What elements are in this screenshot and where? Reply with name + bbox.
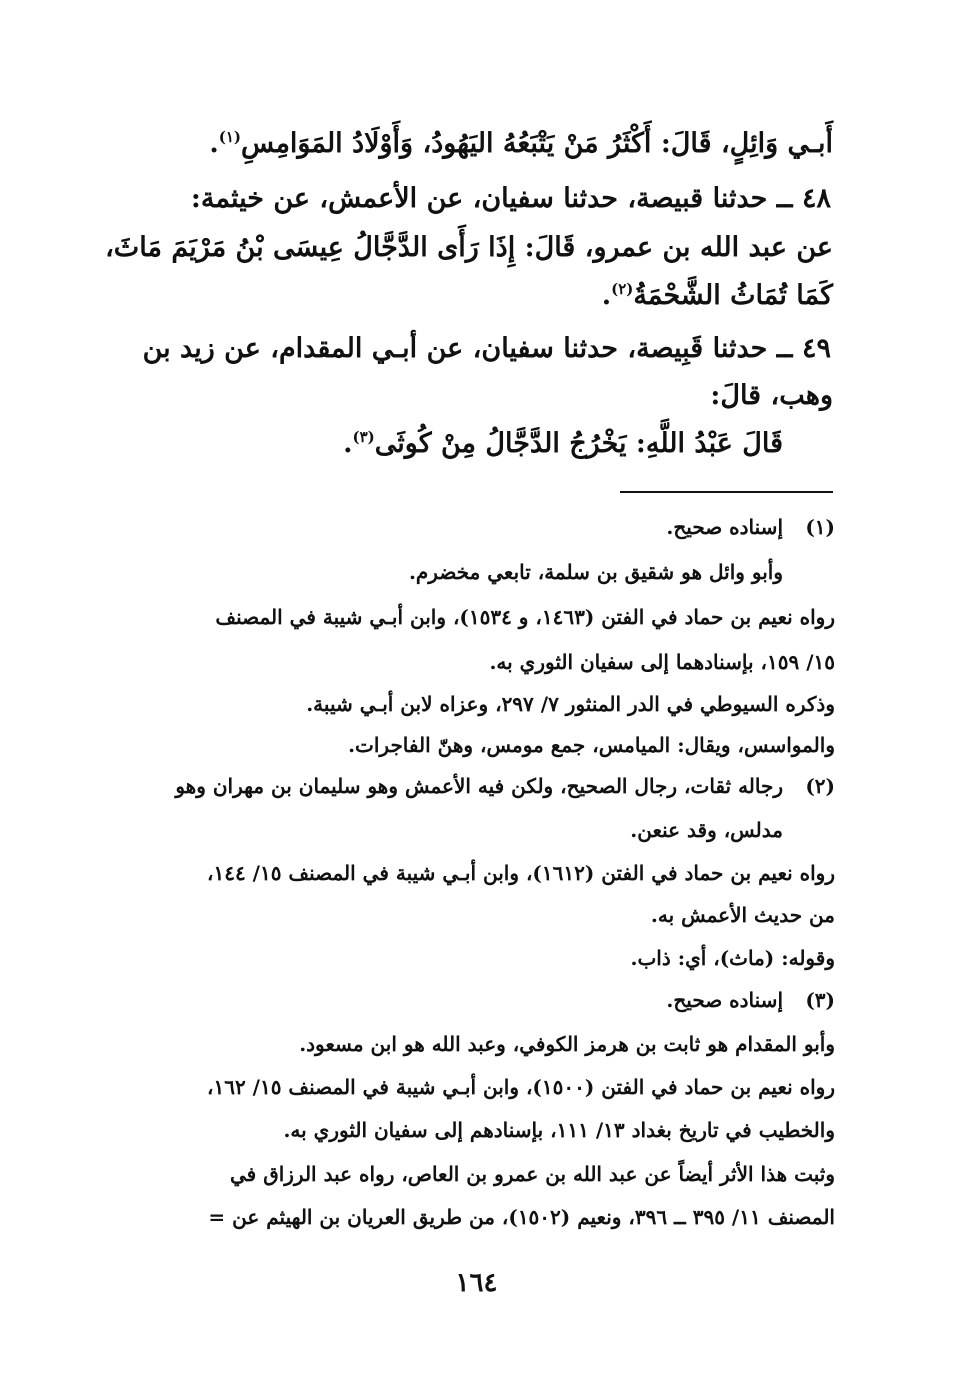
footnote-3-line-4: والخطيب في تاريخ بغداد ١٣/ ١١١، بإسنادهم إلى سفيان الثوري به.	[283, 1118, 835, 1142]
hadith-48-line-3	[602, 280, 833, 311]
hadith-49-number: ٤٩	[801, 333, 831, 364]
main-line-1-text: أَبـي وَائِلٍ، قَالَ: أَكْثَرُ مَنْ يَتْبَعُهُ اليَهُودُ، وَأَوْلَادُ المَوَامِسِ	[241, 128, 833, 159]
footnote-3-line-6: المصنف ١١/ ٣٩٥ ــ ٣٩٦، ونعيم (١٥٠٢)، من طريق العريان بن الهيثم عن =	[208, 1205, 835, 1229]
footnote-2-line-1: رجاله ثقات، رجال الصحيح، ولكن فيه الأعمش وهو سليمان بن مهران وهو	[175, 774, 783, 798]
footnote-3-label: (٣)	[805, 988, 835, 1012]
footnote-2-line-4: من حديث الأعمش به.	[650, 903, 835, 927]
hadith-49-line-1	[143, 333, 831, 364]
footnote-1-line-3: رواه نعيم بن حماد في الفتن (١٤٦٣، و ١٥٣٤)، وابن أبـي شيبة في المصنف	[215, 605, 835, 629]
page-number: ١٦٤	[455, 1268, 498, 1298]
main-line-1-end: .	[209, 128, 219, 159]
hadith-49-line-3	[343, 428, 783, 459]
footnote-separator	[620, 491, 833, 493]
hadith-48-end: .	[601, 280, 612, 311]
hadith-49-text-2: وهب، قالَ:	[710, 380, 833, 411]
footnote-1-line-6: والمواسس، ويقال: الميامس، جمع مومس، وهنّ الفاجرات.	[348, 733, 835, 757]
footnote-1-line-2: وأبو وائل هو شقيق بن سلمة، تابعي مخضرم.	[408, 560, 783, 584]
hadith-49-line-2	[710, 380, 833, 411]
footnote-3-line-5: وثبت هذا الأثر أيضاً عن عبد الله بن عمرو بن العاص، رواه عبد الرزاق في	[230, 1162, 835, 1186]
footnote-1-label: (١)	[805, 515, 835, 539]
footnote-1-line-5: وذكره السيوطي في الدر المنثور ٧/ ٢٩٧، وعزاه لابن أبـي شيبة.	[306, 692, 835, 716]
hadith-49-isnad: ــ حدثنا قَبِيصة، حدثنا سفيان، عن أبـي المقدام، عن زيد بن	[142, 333, 793, 364]
hadith-48-text-2: عن عبد الله بن عمرو، قَالَ: إِذَا رَأَى الدَّجَّالُ عِيسَى بْنُ مَرْيَمَ مَاثَ،	[105, 232, 833, 263]
footnote-3-line-3: رواه نعيم بن حماد في الفتن (١٥٠٠)، وابن أبـي شيبة في المصنف ١٥/ ١٦٢،	[206, 1075, 835, 1099]
footnote-1-line-4: ١٥/ ١٥٩، بإسنادهما إلى سفيان الثوري به.	[489, 650, 835, 674]
footnote-1-line-1: إسناده صحيح.	[666, 515, 783, 539]
hadith-49-text-3: قَالَ عَبْدُ اللَّهِ: يَخْرُجُ الدَّجَّالُ مِنْ كُوثَى	[374, 428, 783, 459]
footnote-ref-1[interactable]: (١)	[218, 128, 242, 146]
hadith-48-line-1	[191, 183, 831, 214]
hadith-49-end: .	[343, 428, 353, 459]
footnote-2-label: (٢)	[805, 774, 835, 798]
hadith-48-text-3: كَمَا تُمَاثُ الشَّحْمَةُ	[633, 280, 833, 311]
footnote-3-line-1: إسناده صحيح.	[666, 988, 783, 1012]
hadith-48-number: ٤٨	[801, 183, 831, 214]
hadith-48-isnad: ــ حدثنا قبيصة، حدثنا سفيان، عن الأعمش، عن خيثمة:	[190, 183, 793, 214]
hadith-48-line-2	[105, 232, 833, 263]
footnote-ref-2[interactable]: (٢)	[611, 280, 634, 298]
footnote-2-line-3: رواه نعيم بن حماد في الفتن (١٦١٢)، وابن أبـي شيبة في المصنف ١٥/ ١٤٤،	[206, 861, 835, 885]
footnote-3-line-2: وأبو المقدام هو ثابت بن هرمز الكوفي، وعبد الله هو ابن مسعود.	[299, 1032, 835, 1056]
footnote-ref-3[interactable]: (٣)	[352, 428, 375, 446]
footnote-2-line-2: مدلس، وقد عنعن.	[630, 818, 783, 842]
footnote-2-line-5: وقوله: (ماث)، أي: ذاب.	[630, 946, 835, 970]
main-line-1	[209, 128, 833, 159]
